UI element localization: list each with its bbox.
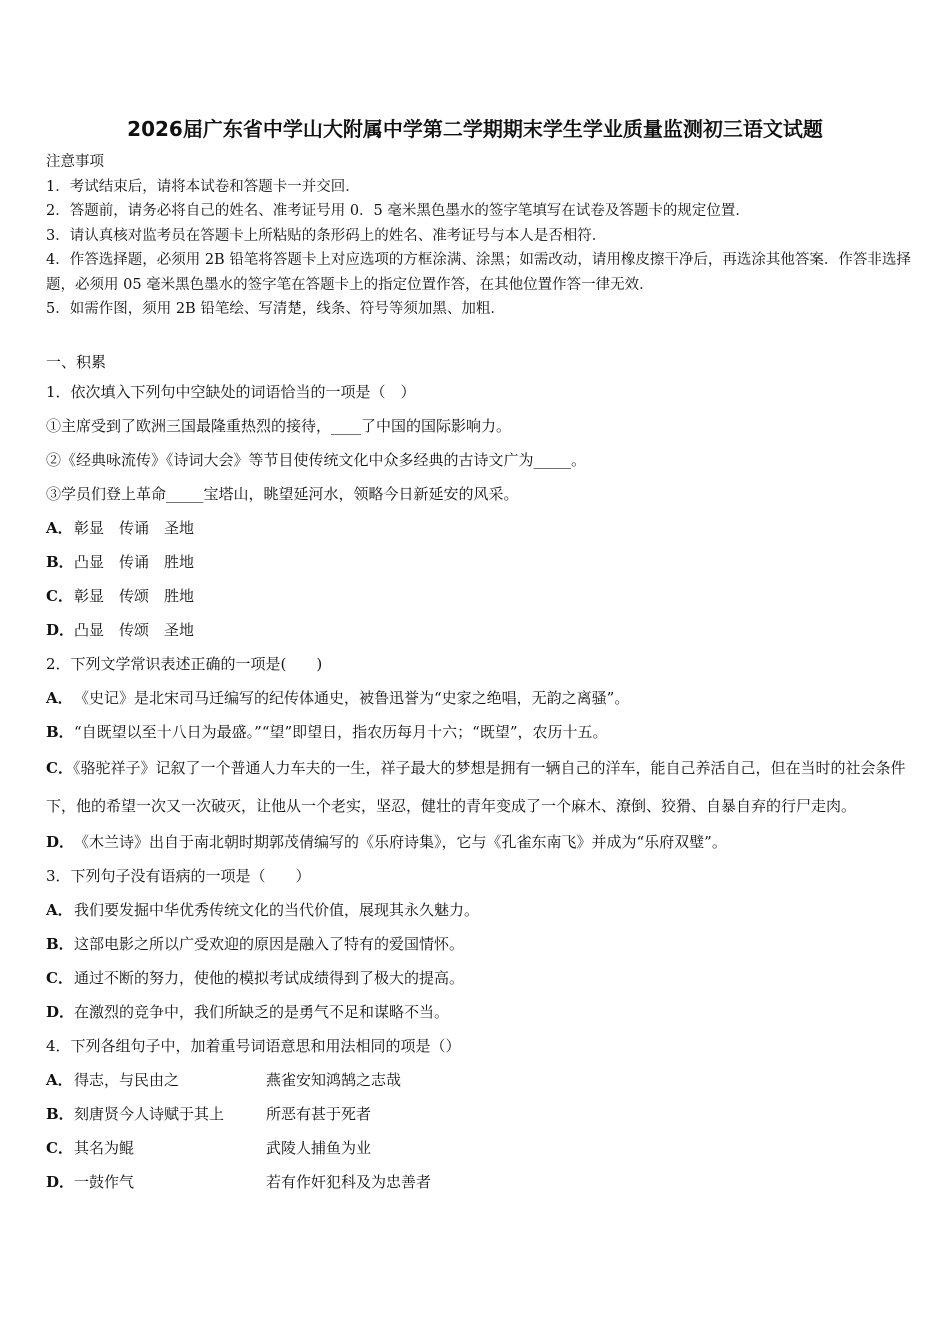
option-left-text: 得志，与民由之 (74, 1071, 180, 1089)
option-text: 通过不断的努力，使他的模拟考试成绩得到了极大的提高。 (74, 969, 465, 987)
option-text: 彰显 传诵 圣地 (74, 519, 195, 537)
option-text: 彰显 传颂 胜地 (74, 587, 195, 605)
page-title: 2026届广东省中学山大附属中学第二学期期末学生学业质量监测初三语文试题 (127, 117, 823, 141)
option-letter: A． (46, 519, 73, 537)
q1-option-a (46, 511, 916, 545)
option-left-text: 其名为鲲 (74, 1139, 135, 1157)
option-letter: D． (46, 1173, 75, 1191)
option-left-text: 刻唐贤今人诗赋于其上 (74, 1105, 225, 1123)
option-letter: C． (46, 969, 73, 987)
q2-option-a (46, 681, 916, 715)
q1-option-c (46, 579, 916, 613)
option-letter: B． (46, 553, 74, 571)
option-letter: D． (46, 833, 75, 851)
q2-option-c (46, 749, 916, 825)
question-2-stem: 2．下列文学常识表述正确的一项是( ) (46, 655, 323, 673)
option-letter: C． (46, 759, 73, 777)
option-text: 《史记》是北宋司马迁编写的纪传体通史，被鲁迅誉为“史家之绝唱，无韵之离骚”。 (74, 689, 630, 707)
notes-section (46, 150, 916, 322)
option-letter: A． (46, 1071, 73, 1089)
option-text: 凸显 传诵 胜地 (74, 553, 195, 571)
q4-option-c (46, 1131, 916, 1165)
option-letter: B． (46, 1105, 74, 1123)
section-heading: 一、积累 (46, 353, 107, 371)
q4-option-a (46, 1063, 916, 1097)
q3-option-a (46, 893, 916, 927)
q3-option-d (46, 995, 916, 1029)
option-letter: C． (46, 1139, 73, 1157)
option-letter: C． (46, 587, 73, 605)
question-3-stem: 3．下列句子没有语病的一项是（ ） (46, 867, 311, 885)
q1-option-d (46, 613, 916, 647)
q2-option-d (46, 825, 916, 859)
notes-heading: 注意事项 (46, 154, 104, 170)
option-text: 《木兰诗》出自于南北朝时期郭茂倩编写的《乐府诗集》，它与《孔雀东南飞》并成为“乐府双璧”。 (74, 833, 727, 851)
q1-option-b (46, 545, 916, 579)
questions-body (46, 349, 916, 1199)
q2-option-b (46, 715, 916, 749)
note-item: 2．答题前，请务必将自己的姓名、准考证号用 0．5 毫米黑色墨水的签字笔填写在试卷及答题卡的规定位置． (46, 203, 750, 219)
option-text: 《骆驼祥子》记叙了一个普通人力车夫的一生，祥子最大的梦想是拥有一辆自己的洋车，能自己养活自己，但在当时的社会条件下，他的希望一次又一次破灭，让他从一个老实，坚忍，健壮的青年变成了一个麻木、潦倒、狡猾、自暴自弃的行尸走肉。 (46, 759, 906, 815)
option-text: 这部电影之所以广受欢迎的原因是融入了特有的爱国情怀。 (74, 935, 465, 953)
option-text: 凸显 传颂 圣地 (74, 621, 195, 639)
option-text: “自既望以至十八日为最盛。”“望”即望日，指农历每月十六；“既望”，农历十五。 (74, 723, 608, 741)
q4-option-d (46, 1165, 916, 1199)
option-letter: B． (46, 935, 74, 953)
note-item: 5．如需作图，须用 2B 铅笔绘、写清楚，线条、符号等须加黑、加粗． (46, 301, 505, 317)
option-text: 我们要发掘中华优秀传统文化的当代价值，展现其永久魅力。 (74, 901, 480, 919)
option-letter: D． (46, 1003, 75, 1021)
option-letter: A． (46, 901, 73, 919)
option-right-text: 燕雀安知鸿鹄之志哉 (266, 1071, 402, 1089)
q1-sentence: ③学员们登上革命_____宝塔山，眺望延河水，领略今日新延安的风采。 (46, 485, 519, 503)
option-left-text: 一鼓作气 (74, 1173, 135, 1191)
q3-option-b (46, 927, 916, 961)
note-item: 4．作答选择题，必须用 2B 铅笔将答题卡上对应选项的方框涂满、涂黑；如需改动，请用橡皮擦干净后，再选涂其他答案．作答非选择题，必须用 05 毫米黑色墨水的签字笔在答题卡上的指定位置作答，在其他位置作答一律无效． (46, 252, 911, 293)
question-4-stem: 4．下列各组句子中，加着重号词语意思和用法相同的项是（） (46, 1037, 461, 1055)
option-letter: B． (46, 723, 74, 741)
q1-sentence: ①主席受到了欧洲三国最隆重热烈的接待，____了中国的国际影响力。 (46, 417, 512, 435)
question-1-stem: 1．依次填入下列句中空缺处的词语恰当的一项是（ ） (46, 383, 416, 401)
option-letter: A． (46, 689, 73, 707)
q3-option-c (46, 961, 916, 995)
q4-option-b (46, 1097, 916, 1131)
option-right-text: 武陵人捕鱼为业 (266, 1139, 372, 1157)
option-right-text: 若有作奸犯科及为忠善者 (266, 1173, 432, 1191)
q1-sentence: ②《经典咏流传》《诗词大会》等节目使传统文化中众多经典的古诗文广为_____。 (46, 451, 587, 469)
option-letter: D． (46, 621, 75, 639)
option-text: 在激烈的竞争中，我们所缺乏的是勇气不足和谋略不当。 (74, 1003, 450, 1021)
note-item: 1．考试结束后，请将本试卷和答题卡一并交回． (46, 178, 360, 195)
note-item: 3．请认真核对监考员在答题卡上所粘贴的条形码上的姓名、准考证号与本人是否相符． (46, 227, 607, 244)
option-right-text: 所恶有甚于死者 (266, 1105, 372, 1123)
